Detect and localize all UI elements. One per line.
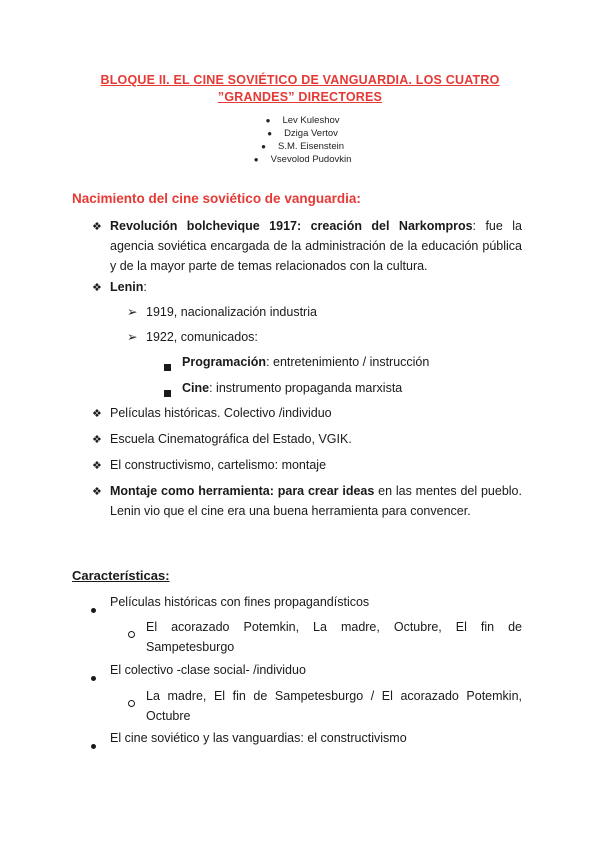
square-bullet-icon bbox=[164, 358, 171, 376]
circle-bullet-icon bbox=[128, 694, 135, 712]
list-item-c3: El cine soviético y las vanguardias: el constructivismo bbox=[110, 731, 407, 745]
director-item: ● Dziga Vertov bbox=[0, 128, 600, 141]
list-item-cine: Cine: instrumento propaganda marxista bbox=[182, 381, 403, 395]
diamond-bullet-icon: ❖ bbox=[92, 282, 102, 294]
square-bullet-icon bbox=[164, 384, 171, 402]
diamond-bullet-icon: ❖ bbox=[92, 408, 102, 420]
bullet-icon: ● bbox=[265, 116, 271, 125]
list-item-c2-sub: La madre, El fin de Sampetesburgo / El acorazado Potemkin, Octubre bbox=[146, 689, 522, 723]
list-item-c1-sub: El acorazado Potemkin, La madre, Octubre, El fin de Sampetesburgo bbox=[146, 620, 522, 654]
list-item-revolucion: Revolución bolchevique 1917: creación del Narkompros: fue la agencia soviética encargada de la administración de la educación pública y de la mayor parte de temas relacionados con la cultura. bbox=[110, 219, 522, 273]
section-heading-nacimiento: Nacimiento del cine soviético de vanguardia: bbox=[72, 191, 361, 206]
director-item: ● Vsevolod Pudovkin bbox=[0, 154, 600, 167]
list-item-peliculas: Películas históricas. Colectivo /individuo bbox=[110, 406, 332, 420]
list-item-escuela: Escuela Cinematográfica del Estado, VGIK. bbox=[110, 432, 352, 446]
bullet-icon bbox=[91, 668, 96, 686]
bullet-icon bbox=[91, 600, 96, 618]
diamond-bullet-icon: ❖ bbox=[92, 486, 102, 498]
bullet-icon bbox=[91, 736, 96, 754]
bullet-icon: ● bbox=[261, 142, 266, 151]
diamond-bullet-icon: ❖ bbox=[92, 221, 102, 233]
list-item-programacion: Programación: entretenimiento / instrucción bbox=[182, 355, 430, 369]
list-item-1922: 1922, comunicados: bbox=[146, 330, 258, 344]
list-item-lenin: Lenin: bbox=[110, 280, 147, 294]
list-item-1919: 1919, nacionalización industria bbox=[146, 305, 317, 319]
list-item-c1: Películas históricas con fines propagandísticos bbox=[110, 595, 370, 609]
bullet-icon: ● bbox=[267, 129, 273, 138]
page-title-line2: ”GRANDES” DIRECTORES bbox=[217, 90, 383, 104]
arrow-bullet-icon: ➢ bbox=[127, 305, 138, 319]
list-item-montaje: Montaje como herramienta: para crear ideas en las mentes del pueblo. Lenin vio que el cine era una buena herramienta para convencer. bbox=[110, 484, 522, 518]
director-item: ● S.M. Eisenstein bbox=[0, 141, 600, 154]
bullet-icon: ● bbox=[253, 155, 259, 164]
diamond-bullet-icon: ❖ bbox=[92, 460, 102, 472]
circle-bullet-icon bbox=[128, 625, 135, 643]
list-item-constructivismo: El constructivismo, cartelismo: montaje bbox=[110, 458, 327, 472]
director-item: ● Lev Kuleshov bbox=[0, 115, 600, 128]
section-heading-caracteristicas: Características: bbox=[72, 568, 170, 583]
page-title-line1: BLOQUE II. EL CINE SOVIÉTICO DE VANGUARDIA. LOS CUATRO bbox=[100, 73, 500, 87]
arrow-bullet-icon: ➢ bbox=[127, 330, 138, 344]
diamond-bullet-icon: ❖ bbox=[92, 434, 102, 446]
list-item-c2: El colectivo -clase social- /individuo bbox=[110, 663, 306, 677]
